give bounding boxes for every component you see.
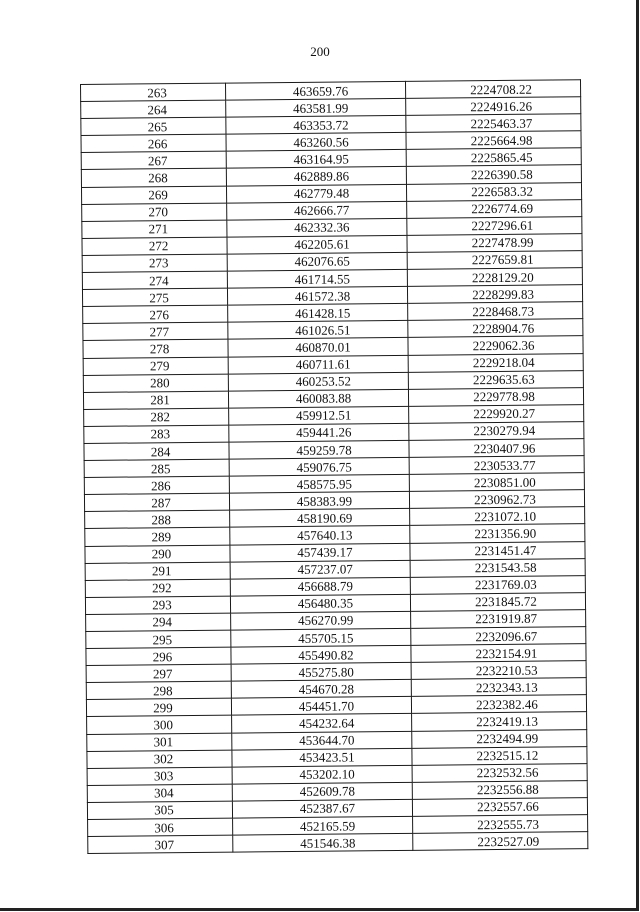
y-coordinate-cell: 2226390.58 — [406, 165, 581, 184]
y-coordinate-cell: 2226583.32 — [406, 182, 581, 201]
x-coordinate-cell: 457640.13 — [230, 526, 410, 545]
point-number-cell: 298 — [86, 681, 231, 699]
y-coordinate-cell: 2227296.61 — [407, 216, 582, 235]
x-coordinate-cell: 454670.28 — [231, 680, 411, 699]
y-coordinate-cell: 2232343.13 — [411, 678, 586, 697]
point-number-cell: 292 — [85, 579, 230, 597]
point-number-cell: 275 — [82, 288, 227, 306]
y-coordinate-cell: 2231919.87 — [411, 610, 586, 629]
x-coordinate-cell: 463164.95 — [226, 150, 406, 169]
point-number-cell: 294 — [86, 613, 231, 631]
point-number-cell: 291 — [85, 562, 230, 580]
x-coordinate-cell: 462666.77 — [227, 201, 407, 220]
y-coordinate-cell: 2232154.91 — [411, 644, 586, 663]
x-coordinate-cell: 459076.75 — [229, 457, 409, 476]
y-coordinate-cell: 2231356.90 — [410, 524, 585, 543]
x-coordinate-cell: 456688.79 — [230, 577, 410, 596]
y-coordinate-cell: 2232494.99 — [412, 729, 587, 748]
y-coordinate-cell: 2229920.27 — [409, 404, 584, 423]
y-coordinate-cell: 2232515.12 — [412, 746, 587, 765]
x-coordinate-cell: 461428.15 — [228, 304, 408, 323]
point-number-cell: 267 — [81, 151, 226, 169]
point-number-cell: 266 — [81, 134, 226, 152]
x-coordinate-cell: 462779.48 — [226, 184, 406, 203]
y-coordinate-cell: 2230533.77 — [409, 456, 584, 475]
x-coordinate-cell: 455490.82 — [231, 645, 411, 664]
x-coordinate-cell: 458190.69 — [230, 509, 410, 528]
point-number-cell: 305 — [87, 801, 232, 819]
x-coordinate-cell: 459259.78 — [229, 440, 409, 459]
x-coordinate-cell: 462205.61 — [227, 235, 407, 254]
y-coordinate-cell: 2228904.76 — [408, 319, 583, 338]
y-coordinate-cell: 2232557.66 — [412, 798, 587, 817]
y-coordinate-cell: 2230407.96 — [409, 439, 584, 458]
x-coordinate-cell: 455705.15 — [231, 628, 411, 647]
point-number-cell: 269 — [81, 186, 226, 204]
x-coordinate-cell: 463659.76 — [225, 81, 405, 100]
x-coordinate-cell: 456480.35 — [230, 594, 410, 613]
point-number-cell: 280 — [83, 374, 228, 392]
x-coordinate-cell: 462889.86 — [226, 167, 406, 186]
x-coordinate-cell: 459441.26 — [229, 423, 409, 442]
y-coordinate-cell: 2227478.99 — [407, 234, 582, 253]
x-coordinate-cell: 460253.52 — [228, 372, 408, 391]
point-number-cell: 293 — [85, 596, 230, 614]
x-coordinate-cell: 456270.99 — [231, 611, 411, 630]
point-number-cell: 265 — [81, 117, 226, 135]
y-coordinate-cell: 2232419.13 — [412, 712, 587, 731]
point-number-cell: 268 — [81, 169, 226, 187]
y-coordinate-cell: 2229062.36 — [408, 336, 583, 355]
y-coordinate-cell: 2232556.88 — [412, 781, 587, 800]
x-coordinate-cell: 460870.01 — [228, 338, 408, 357]
y-coordinate-cell: 2230851.00 — [409, 473, 584, 492]
point-number-cell: 271 — [82, 220, 227, 238]
x-coordinate-cell: 452165.59 — [233, 816, 413, 835]
y-coordinate-cell: 2232096.67 — [411, 627, 586, 646]
x-coordinate-cell: 462076.65 — [227, 252, 407, 271]
x-coordinate-cell: 461714.55 — [227, 269, 407, 288]
point-number-cell: 300 — [87, 716, 232, 734]
point-number-cell: 288 — [85, 510, 230, 528]
point-number-cell: 287 — [84, 493, 229, 511]
x-coordinate-cell: 463581.99 — [226, 98, 406, 117]
y-coordinate-cell: 2232532.56 — [412, 763, 587, 782]
point-number-cell: 297 — [86, 664, 231, 682]
point-number-cell: 302 — [87, 750, 232, 768]
point-number-cell: 306 — [88, 818, 233, 836]
y-coordinate-cell: 2231543.58 — [410, 558, 585, 577]
x-coordinate-cell: 461572.38 — [227, 286, 407, 305]
point-number-cell: 264 — [81, 100, 226, 118]
point-number-cell: 272 — [82, 237, 227, 255]
x-coordinate-cell: 462332.36 — [227, 218, 407, 237]
x-coordinate-cell: 457237.07 — [230, 560, 410, 579]
x-coordinate-cell: 463353.72 — [226, 116, 406, 135]
point-number-cell: 284 — [84, 442, 229, 460]
x-coordinate-cell: 452609.78 — [232, 782, 412, 801]
point-number-cell: 276 — [83, 305, 228, 323]
x-coordinate-cell: 461026.51 — [228, 321, 408, 340]
y-coordinate-cell: 2227659.81 — [407, 251, 582, 270]
y-coordinate-cell: 2225463.37 — [406, 114, 581, 133]
point-number-cell: 282 — [84, 408, 229, 426]
y-coordinate-cell: 2232555.73 — [413, 815, 588, 834]
x-coordinate-cell: 458383.99 — [229, 492, 409, 511]
y-coordinate-cell: 2231451.47 — [410, 541, 585, 560]
y-coordinate-cell: 2230279.94 — [409, 422, 584, 441]
point-number-cell: 270 — [82, 203, 227, 221]
point-number-cell: 281 — [83, 391, 228, 409]
x-coordinate-cell: 458575.95 — [229, 475, 409, 494]
point-number-cell: 304 — [87, 784, 232, 802]
x-coordinate-cell: 451546.38 — [233, 833, 413, 852]
x-coordinate-cell: 454451.70 — [231, 697, 411, 716]
y-coordinate-cell: 2225664.98 — [406, 131, 581, 150]
x-coordinate-cell: 460083.88 — [228, 389, 408, 408]
point-number-cell: 279 — [83, 357, 228, 375]
point-number-cell: 303 — [87, 767, 232, 785]
x-coordinate-cell: 455275.80 — [231, 663, 411, 682]
x-coordinate-cell: 459912.51 — [229, 406, 409, 425]
y-coordinate-cell: 2225865.45 — [406, 148, 581, 167]
x-coordinate-cell: 463260.56 — [226, 133, 406, 152]
x-coordinate-cell: 453202.10 — [232, 765, 412, 784]
y-coordinate-cell: 2229778.98 — [408, 387, 583, 406]
y-coordinate-cell: 2228129.20 — [407, 268, 582, 287]
y-coordinate-cell: 2232210.53 — [411, 661, 586, 680]
y-coordinate-cell: 2228299.83 — [407, 285, 582, 304]
point-number-cell: 295 — [86, 630, 231, 648]
point-number-cell: 289 — [85, 528, 230, 546]
y-coordinate-cell: 2228468.73 — [408, 302, 583, 321]
point-number-cell: 301 — [87, 733, 232, 751]
page-number: 200 — [310, 44, 330, 59]
x-coordinate-cell: 453644.70 — [232, 731, 412, 750]
point-number-cell: 296 — [86, 647, 231, 665]
y-coordinate-cell: 2232527.09 — [413, 832, 588, 851]
y-coordinate-cell: 2226774.69 — [407, 199, 582, 218]
y-coordinate-cell: 2232382.46 — [411, 695, 586, 714]
y-coordinate-cell: 2231072.10 — [410, 507, 585, 526]
point-number-cell: 273 — [82, 254, 227, 272]
y-coordinate-cell: 2231769.03 — [410, 575, 585, 594]
x-coordinate-cell: 454232.64 — [232, 714, 412, 733]
point-number-cell: 278 — [83, 339, 228, 357]
point-number-cell: 263 — [81, 83, 226, 101]
x-coordinate-cell: 453423.51 — [232, 748, 412, 767]
y-coordinate-cell: 2224916.26 — [406, 97, 581, 116]
y-coordinate-cell: 2224708.22 — [405, 80, 580, 99]
point-number-cell: 285 — [84, 459, 229, 477]
x-coordinate-cell: 452387.67 — [232, 799, 412, 818]
point-number-cell: 286 — [84, 476, 229, 494]
point-number-cell: 299 — [86, 698, 231, 716]
y-coordinate-cell: 2231845.72 — [410, 592, 585, 611]
coordinate-table — [80, 79, 588, 854]
point-number-cell: 290 — [85, 545, 230, 563]
point-number-cell: 307 — [88, 835, 233, 853]
x-coordinate-cell: 457439.17 — [230, 543, 410, 562]
y-coordinate-cell: 2230962.73 — [409, 490, 584, 509]
point-number-cell: 274 — [82, 271, 227, 289]
point-number-cell: 283 — [84, 425, 229, 443]
coordinate-table-body — [81, 80, 588, 854]
x-coordinate-cell: 460711.61 — [228, 355, 408, 374]
y-coordinate-cell: 2229635.63 — [408, 370, 583, 389]
point-number-cell: 277 — [83, 322, 228, 340]
y-coordinate-cell: 2229218.04 — [408, 353, 583, 372]
